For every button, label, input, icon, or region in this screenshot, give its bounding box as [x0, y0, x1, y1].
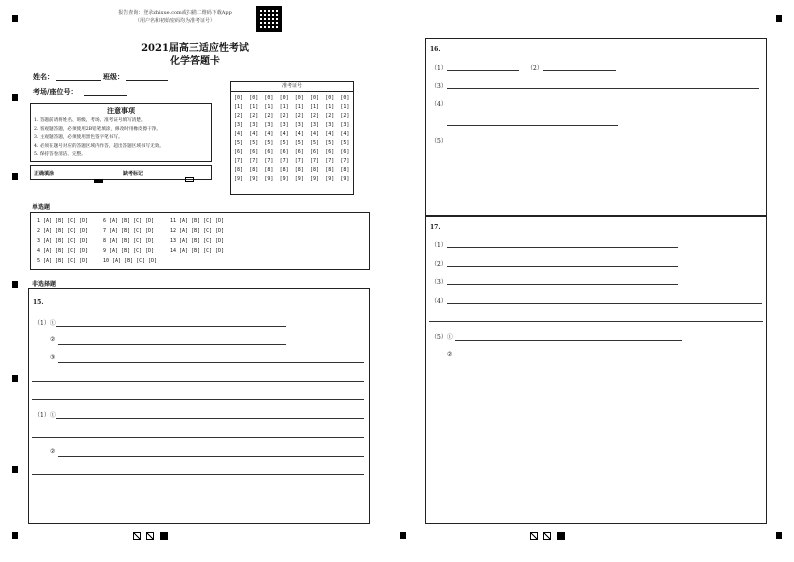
- non-choice-label: 非选择题: [32, 281, 57, 288]
- notice-item: 3. 主观题答题，必须使用黑色签字笔书写。: [34, 135, 123, 140]
- timing-mark: [12, 375, 18, 382]
- q16-box: [425, 38, 767, 216]
- q15-part2-1-label: （1）①: [34, 412, 56, 419]
- exam-id-bubble[interactable]: [0]: [264, 95, 274, 101]
- choice-question-row[interactable]: 10 [A] [B] [C] [D]: [103, 258, 158, 264]
- exam-id-column: [325, 94, 334, 184]
- q17-part5-1-label: （5）①: [431, 334, 453, 341]
- notice-item: 4. 必须在题号对应的答题区域内作答，超出答题区域书写无效。: [34, 143, 164, 149]
- exam-id-bubble[interactable]: [0]: [325, 95, 335, 101]
- q15-answer-line[interactable]: [32, 474, 364, 475]
- exam-id-bubble[interactable]: [2]: [279, 113, 289, 119]
- choice-question-row[interactable]: 11 [A] [B] [C] [D]: [170, 218, 225, 224]
- timing-mark: [12, 173, 18, 180]
- notice-item: 1. 答题前请将姓名、班级、考场、准考证号填写清楚。: [34, 118, 146, 123]
- exam-id-bubble[interactable]: [2]: [234, 113, 244, 119]
- exam-id-bubble[interactable]: [3]: [234, 122, 244, 128]
- exam-id-bubble[interactable]: [2]: [264, 113, 274, 119]
- exam-id-bubble[interactable]: [1]: [294, 104, 304, 110]
- exam-id-bubble[interactable]: [5]: [234, 140, 244, 146]
- q16-answer-line[interactable]: [447, 125, 618, 126]
- choice-question-row[interactable]: 13 [A] [B] [C] [D]: [170, 238, 225, 244]
- q17-part3-label: （3）: [431, 279, 447, 286]
- exam-id-bubble[interactable]: [1]: [279, 104, 289, 110]
- choice-question-row[interactable]: 8 [A] [B] [C] [D]: [103, 238, 155, 244]
- choice-question-row[interactable]: 1 [A] [B] [C] [D]: [37, 218, 89, 224]
- exam-id-bubble[interactable]: [1]: [325, 104, 335, 110]
- q15-answer-line[interactable]: [56, 326, 286, 327]
- choice-question-row[interactable]: 5 [A] [B] [C] [D]: [37, 258, 89, 264]
- legend-box: [30, 165, 212, 180]
- exam-id-bubble[interactable]: [4]: [264, 131, 274, 137]
- q16-part4-label: （4）: [431, 101, 447, 108]
- exam-id-bubble[interactable]: [1]: [264, 104, 274, 110]
- report-note: [100, 9, 250, 25]
- exam-id-bubble[interactable]: [7]: [264, 158, 274, 164]
- exam-id-bubble[interactable]: [6]: [264, 149, 274, 155]
- exam-id-bubble[interactable]: [6]: [310, 149, 320, 155]
- q17-answer-line[interactable]: [447, 266, 678, 267]
- exam-id-bubble[interactable]: [3]: [325, 122, 335, 128]
- exam-id-column: [295, 94, 304, 184]
- exam-id-column: [264, 94, 273, 184]
- exam-id-bubble[interactable]: [4]: [249, 131, 259, 137]
- q16-answer-line[interactable]: [447, 70, 519, 71]
- exam-id-bubble[interactable]: [0]: [294, 95, 304, 101]
- choice-question-row[interactable]: 7 [A] [B] [C] [D]: [103, 228, 155, 234]
- missing-mark-label: 缺考标记: [123, 171, 144, 177]
- exam-id-bubble[interactable]: [2]: [340, 113, 350, 119]
- exam-id-bubble[interactable]: [8]: [249, 167, 259, 173]
- page-code-square: [146, 532, 154, 540]
- timing-mark: [776, 15, 782, 22]
- q16-part1-label: （1）: [431, 65, 447, 72]
- exam-subtitle: 化学答题卡: [170, 56, 220, 67]
- exam-id-bubble[interactable]: [9]: [234, 176, 244, 182]
- exam-title: 2021届高三适应性考试: [141, 43, 249, 54]
- exam-id-bubble[interactable]: [3]: [310, 122, 320, 128]
- exam-id-bubble[interactable]: [4]: [340, 131, 350, 137]
- exam-id-bubble[interactable]: [9]: [249, 176, 259, 182]
- timing-mark: [776, 532, 782, 539]
- choice-question-row[interactable]: 14 [A] [B] [C] [D]: [170, 248, 225, 254]
- exam-id-bubble[interactable]: [1]: [340, 104, 350, 110]
- exam-id-bubble[interactable]: [6]: [249, 149, 259, 155]
- room-label: 考场/座位号：: [33, 87, 78, 96]
- q15-answer-line[interactable]: [32, 399, 364, 400]
- room-field[interactable]: [84, 95, 127, 96]
- exam-id-column: [340, 94, 349, 184]
- q15-answer-line[interactable]: [58, 344, 286, 345]
- timing-mark: [12, 532, 18, 539]
- q16-answer-line[interactable]: [543, 70, 616, 71]
- report-note-line2: （用户名和初始密码均为准考证号）: [134, 18, 215, 24]
- q17-box: [425, 216, 767, 524]
- exam-id-bubble[interactable]: [9]: [264, 176, 274, 182]
- missing-mark-box[interactable]: [185, 169, 194, 188]
- q17-answer-line[interactable]: [455, 340, 682, 341]
- q15-answer-line[interactable]: [58, 456, 364, 457]
- single-choice-box: [30, 212, 370, 270]
- q15-answer-line[interactable]: [56, 418, 364, 419]
- exam-id-bubble[interactable]: [1]: [249, 104, 259, 110]
- q17-part4-label: （4）: [431, 298, 447, 305]
- single-choice-label: 单选题: [32, 204, 51, 211]
- exam-id-bubble[interactable]: [2]: [249, 113, 259, 119]
- exam-id-bubble[interactable]: [7]: [294, 158, 304, 164]
- timing-mark: [12, 94, 18, 101]
- exam-id-bubble[interactable]: [4]: [279, 131, 289, 137]
- exam-id-bubble[interactable]: [9]: [310, 176, 320, 182]
- q17-answer-line[interactable]: [447, 303, 762, 304]
- q17-part5-2-label: ②: [447, 351, 453, 358]
- exam-id-column: [280, 94, 289, 184]
- exam-id-bubble[interactable]: [0]: [249, 95, 259, 101]
- exam-id-bubble[interactable]: [8]: [294, 167, 304, 173]
- q15-part1-2-label: ②: [50, 336, 56, 343]
- choice-question-row[interactable]: 2 [A] [B] [C] [D]: [37, 228, 89, 234]
- choice-question-row[interactable]: 3 [A] [B] [C] [D]: [37, 238, 89, 244]
- exam-id-bubble[interactable]: [7]: [249, 158, 259, 164]
- q15-answer-line[interactable]: [58, 362, 364, 363]
- page-code-square: [543, 532, 551, 540]
- exam-id-bubble[interactable]: [8]: [234, 167, 244, 173]
- exam-id-bubble[interactable]: [0]: [340, 95, 350, 101]
- page-code-square: [160, 532, 168, 540]
- q16-number: 16.: [430, 46, 441, 53]
- exam-id-bubble[interactable]: [2]: [294, 113, 304, 119]
- exam-id-bubble[interactable]: [4]: [310, 131, 320, 137]
- notice-item: 2. 客观题答题，必须使用2B铅笔填涂，修改时用橡皮擦干净。: [34, 126, 161, 132]
- q15-answer-line[interactable]: [32, 381, 364, 382]
- exam-id-bubble[interactable]: [5]: [325, 140, 335, 146]
- exam-id-bubble[interactable]: [9]: [294, 176, 304, 182]
- exam-id-bubble[interactable]: [4]: [294, 131, 304, 137]
- exam-id-box: [230, 81, 354, 195]
- q17-part1-label: （1）: [431, 242, 447, 249]
- exam-id-column: [249, 94, 258, 184]
- exam-id-bubble[interactable]: [9]: [279, 176, 289, 182]
- choice-question-row[interactable]: 9 [A] [B] [C] [D]: [103, 248, 155, 254]
- exam-id-bubble[interactable]: [5]: [340, 140, 350, 146]
- exam-id-bubble[interactable]: [5]: [264, 140, 274, 146]
- exam-id-column: [234, 94, 243, 184]
- q16-answer-line[interactable]: [447, 88, 759, 89]
- exam-id-bubble[interactable]: [6]: [325, 149, 335, 155]
- exam-id-bubble[interactable]: [2]: [310, 113, 320, 119]
- exam-id-bubble[interactable]: [5]: [310, 140, 320, 146]
- page-code-square: [133, 532, 141, 540]
- exam-id-bubble[interactable]: [7]: [325, 158, 335, 164]
- q17-answer-line[interactable]: [447, 284, 678, 285]
- exam-id-bubble[interactable]: [3]: [264, 122, 274, 128]
- exam-id-bubble[interactable]: [0]: [279, 95, 289, 101]
- exam-id-bubble[interactable]: [7]: [310, 158, 320, 164]
- timing-mark: [12, 15, 18, 22]
- exam-id-bubble[interactable]: [9]: [340, 176, 350, 182]
- exam-id-bubble[interactable]: [6]: [279, 149, 289, 155]
- qr-code-icon: [256, 6, 282, 32]
- q15-box: [28, 288, 370, 524]
- exam-id-bubble[interactable]: [5]: [279, 140, 289, 146]
- notice-title: 注意事项: [107, 106, 135, 115]
- exam-id-bubble[interactable]: [8]: [310, 167, 320, 173]
- class-field[interactable]: [126, 80, 168, 81]
- fill-example-icon: [94, 170, 103, 189]
- choice-question-row[interactable]: 6 [A] [B] [C] [D]: [103, 218, 155, 224]
- exam-id-column: [310, 94, 319, 184]
- class-label: 班级：: [103, 72, 124, 81]
- q16-part5-label: （5）: [431, 138, 447, 145]
- exam-id-bubble[interactable]: [6]: [340, 149, 350, 155]
- exam-id-bubble[interactable]: [0]: [234, 95, 244, 101]
- q16-part2-label: （2）: [527, 65, 543, 72]
- exam-id-bubble[interactable]: [3]: [340, 122, 350, 128]
- exam-id-bubble[interactable]: [7]: [279, 158, 289, 164]
- q15-answer-line[interactable]: [32, 437, 364, 438]
- q17-number: 17.: [430, 224, 441, 231]
- timing-mark: [12, 281, 18, 288]
- q17-part2-label: （2）: [431, 261, 447, 268]
- exam-id-grid: [231, 92, 353, 192]
- exam-id-bubble[interactable]: [1]: [310, 104, 320, 110]
- exam-id-bubble[interactable]: [3]: [294, 122, 304, 128]
- exam-id-bubble[interactable]: [3]: [279, 122, 289, 128]
- exam-id-bubble[interactable]: [1]: [234, 104, 244, 110]
- exam-id-bubble[interactable]: [7]: [340, 158, 350, 164]
- q15-part1-1-label: （1）①: [34, 320, 56, 327]
- notice-item: 5. 保持答卷清洁、完整。: [34, 152, 86, 157]
- exam-id-bubble[interactable]: [4]: [325, 131, 335, 137]
- exam-id-bubble[interactable]: [3]: [249, 122, 259, 128]
- notice-box: [30, 103, 212, 162]
- page-code-square: [530, 532, 538, 540]
- exam-id-bubble[interactable]: [9]: [325, 176, 335, 182]
- q16-part3-label: （3）: [431, 83, 447, 90]
- name-field[interactable]: [56, 80, 101, 81]
- exam-id-bubble[interactable]: [7]: [234, 158, 244, 164]
- report-note-line1: 报告查询：登录zhixue.com或扫描二维码下载App: [118, 10, 232, 16]
- timing-mark: [400, 532, 406, 539]
- exam-id-bubble[interactable]: [0]: [310, 95, 320, 101]
- exam-id-bubble[interactable]: [8]: [325, 167, 335, 173]
- page-code-square: [557, 532, 565, 540]
- q15-part1-3-label: ③: [50, 354, 56, 361]
- choice-question-row[interactable]: 4 [A] [B] [C] [D]: [37, 248, 89, 254]
- exam-id-bubble[interactable]: [8]: [340, 167, 350, 173]
- choice-question-row[interactable]: 12 [A] [B] [C] [D]: [170, 228, 225, 234]
- timing-mark: [12, 466, 18, 473]
- exam-id-bubble[interactable]: [5]: [294, 140, 304, 146]
- q15-part2-2-label: ②: [50, 448, 56, 455]
- q17-answer-line[interactable]: [447, 247, 678, 248]
- exam-id-bubble[interactable]: [8]: [264, 167, 274, 173]
- q17-answer-line[interactable]: [429, 321, 763, 322]
- exam-id-bubble[interactable]: [4]: [234, 131, 244, 137]
- name-label: 姓名：: [33, 72, 54, 81]
- exam-id-bubble[interactable]: [6]: [294, 149, 304, 155]
- fill-example-label: 正确填涂: [34, 171, 55, 177]
- exam-id-bubble[interactable]: [6]: [234, 149, 244, 155]
- exam-id-title: 准考证号: [231, 82, 353, 92]
- exam-id-bubble[interactable]: [8]: [279, 167, 289, 173]
- q15-number: 15.: [33, 299, 44, 306]
- exam-id-bubble[interactable]: [2]: [325, 113, 335, 119]
- exam-id-bubble[interactable]: [5]: [249, 140, 259, 146]
